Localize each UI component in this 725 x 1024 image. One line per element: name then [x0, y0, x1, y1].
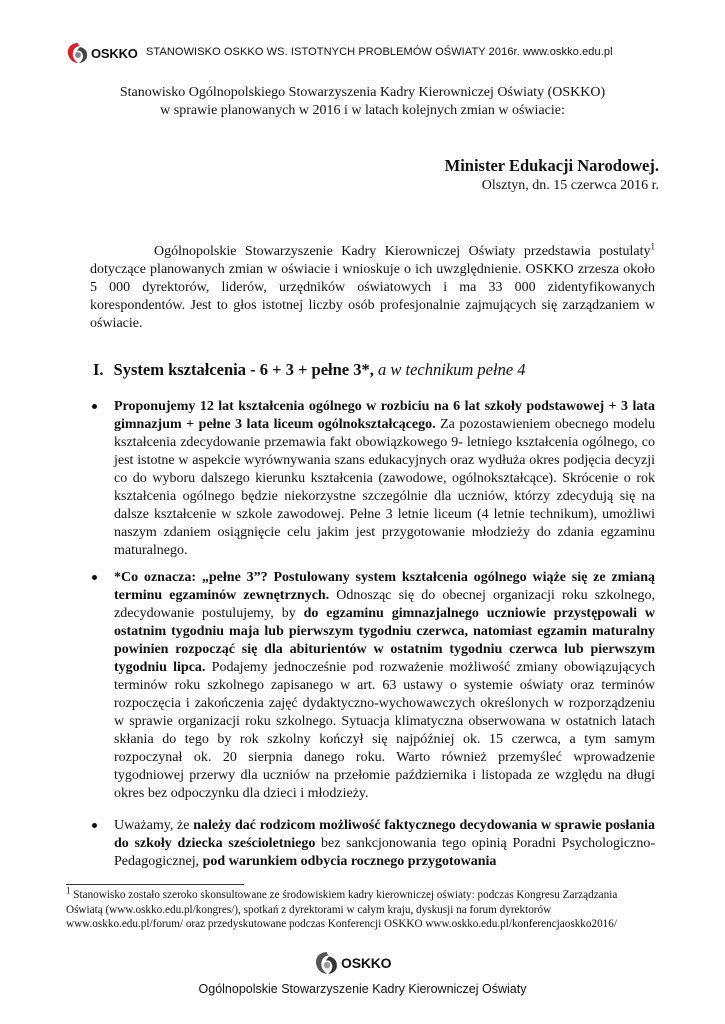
bullet1-bold: Proponujemy 12 lat kształcenia ogólnego w rozbiciu na 6 lat szkoły podstawowej + 3 lata gimnazjum + pełne 3 lata liceum ogólnokształcącego. [114, 399, 655, 432]
opening-paragraph [90, 243, 655, 333]
page-header [66, 40, 666, 66]
bullet2-text-a: Odnosząc się do obecnej organizacji roku szkolnego, zdecydowanie postulujemy, by [114, 588, 655, 621]
footnote-divider [66, 884, 244, 885]
bullet1-text: Za pozostawieniem obecnego modelu kształcenia zdecydowanie przemawia fakt obowiązkowego 9- letniego kształcenia ogólnego, co jest istotne w aspekcie wyrównywania szans edukacyjnych oraz wydłuża okres podjęcia decyzji co do wyboru dalszego kierunku kształcenia (zawodowe, ogólnokształcące). Skrócenie o rok kształcenia ogólnego będzie niekorzystne szczególnie dla uczniów, którzy zdecydują się na dalsze kształcenie w szkole zawodowej. Pełne 3 letnie liceum (4 letnie technikum), umożliwi naszym zdaniem osiągnięcie celu jakim jest przygotowanie młodzieży do zdania egzaminu maturalnego. [114, 417, 655, 558]
logo-text: OSKKO [91, 45, 138, 61]
bullet-item-3 [90, 817, 655, 871]
footnote [66, 885, 641, 932]
bullet2-bold-b: do egzaminu gimnazjalnego uczniowie przystępowali w ostatnim tygodniu maja lub pierwszym tygodniu czerwca, natomiast egzamin maturalny powinien rozpocząć się dla abiturientów w ostatnim tygodniu czerwca lub pierwszym tygodniu lipca. [114, 606, 655, 675]
oskko-logo-icon [66, 42, 90, 64]
bullet-item-2 [90, 569, 655, 803]
oskko-logo [66, 40, 138, 66]
statement-intro [90, 84, 635, 120]
footnote-text: Stanowisko zostało szeroko skonsultowane ze środowiskiem kadry kierowniczej oświaty: podczas Kongresu Zarządzania Oświatą (www.oskko.edu.pl/kongres/), spotkań z dyrektorami w całym kraju, dyskusji na forum dyrektorów www.oskko.edu.pl/forum/ oraz przedyskutowane podczas Konferencji OSKKO www.oskko.edu.pl/konferencjaoskko2016/ [66, 889, 618, 930]
paragraph-text-a: Ogólnopolskie Stowarzyszenie Kadry Kierowniczej Oświaty przedstawia postulaty [154, 244, 651, 259]
header-title: STANOWISKO OSKKO WS. ISTOTNYCH PROBLEMÓW OŚWIATY 2016r. www.oskko.edu.pl [146, 46, 613, 58]
bullet3-text-a: Uważamy, że [114, 818, 194, 833]
bullet-item-1 [90, 398, 655, 560]
bullet2-text-b: Podajemy jednocześnie pod rozważenie możliwość zmiany obowiązujących terminów roku szkolnego zapisanego w art. 63 ustawy o systemie oświaty oraz terminów rozpoczęcia i zakończenia zajęć dydaktyczno-wychowawczych określonych w rozporządzeniu w sprawie organizacji roku szkolnego. Sytuacja klimatyczna obserwowana w ostatnich latach skłania do tego by rok szkolny kończył się najpóźniej ok. 15 czerwca, a tym samym rozpoczynał ok. 20 sierpnia danego roku. Warto również przemyśleć wprowadzenie tygodniowej przerwy dla uczniów na przełomie października i listopada ze względu na długi okres bez odpoczynku dla dzieci i młodzieży. [114, 660, 655, 801]
bullet3-bold-a: należy dać rodzicom możliwość faktycznego decydowania w sprawie posłania do szkoły dziecka sześcioletniego [114, 818, 655, 851]
oskko-footer-logo-icon [314, 950, 340, 976]
intro-line-2: w sprawie planowanych w 2016 i w latach kolejnych zmian w oświacie: [160, 103, 565, 118]
addressee-minister: Minister Edukacji Narodowej. [444, 156, 659, 175]
footnote-number: 1 [66, 885, 71, 896]
footnote-ref: 1 [650, 241, 655, 252]
section-title-bold: System kształcenia - 6 + 3 + pełne 3*, [113, 360, 374, 379]
footer-text: Ogólnopolskie Stowarzyszenie Kadry Kierowniczej Oświaty [198, 982, 527, 996]
bullet3-text-b: bez sankcjonowania tego opinią Poradni Psychologiczno-Pedagogicznej, [114, 836, 655, 869]
bullet2-bold-a: *Co oznacza: „pełne 3”? Postulowany system kształcenia ogólnego wiąże się ze zmianą terminu egzaminów zewnętrznych. [114, 570, 655, 603]
section-title-italic: a w technikum pełne 4 [373, 360, 526, 379]
intro-line-1: Stanowisko Ogólnopolskiego Stowarzyszenia Kadry Kierowniczej Oświaty (OSKKO) [119, 85, 606, 100]
place-date: Olsztyn, dn. 15 czerwca 2016 r. [481, 178, 659, 193]
addressee-block [445, 155, 659, 195]
bullet3-bold-b: pod warunkiem odbycia rocznego przygotowania [202, 854, 497, 869]
footer-logo-text: OSKKO [341, 955, 392, 971]
section-heading [93, 360, 526, 380]
section-number: I. [93, 360, 104, 379]
footer-logo [314, 949, 391, 977]
paragraph-text-b: dotyczące planowanych zmian w oświacie i wnioskuje o ich uwzględnienie. OSKKO zrzesza około 5 000 dyrektorów, liderów, urzędników oświatowych i ma 33 000 zidentyfikowanych korespondentów. Jest to głos istotnej liczby osób profesjonalnie zajmujących się zarządzaniem w oświacie. [90, 262, 655, 331]
